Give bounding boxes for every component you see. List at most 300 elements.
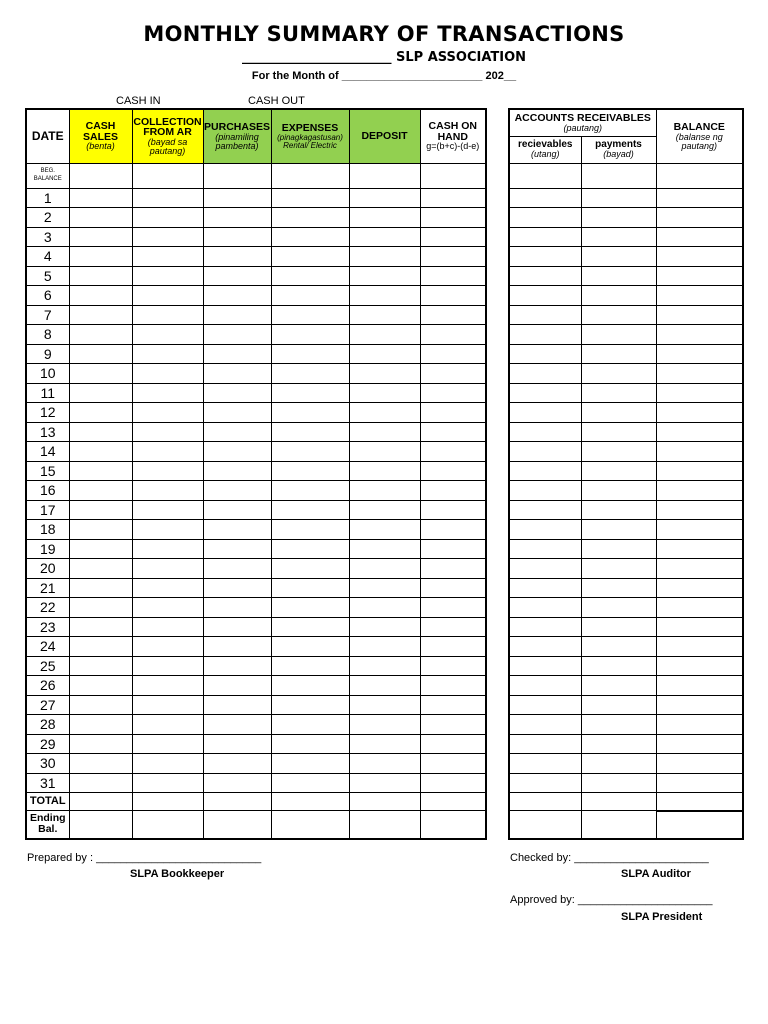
entry-cell[interactable] [132,695,203,715]
ar-entry-cell[interactable] [656,442,743,462]
entry-cell[interactable] [271,539,349,559]
entry-cell[interactable] [69,578,132,598]
entry-cell[interactable] [132,715,203,735]
ar-entry-cell[interactable] [581,344,656,364]
ar-entry-cell[interactable] [581,578,656,598]
ar-entry-cell[interactable] [509,559,581,579]
entry-cell[interactable] [69,734,132,754]
day-number: 28 [26,715,69,735]
entry-cell[interactable] [420,266,486,286]
ar-entry-cell[interactable] [581,305,656,325]
ar-entry-cell[interactable] [509,578,581,598]
ar-entry-cell[interactable] [581,715,656,735]
entry-cell[interactable] [203,247,271,267]
ar-entry-cell[interactable] [581,442,656,462]
entry-cell[interactable] [132,247,203,267]
ar-entry-cell[interactable] [509,403,581,423]
entry-cell[interactable] [203,637,271,657]
entry-cell[interactable] [271,754,349,774]
entry-cell[interactable] [420,208,486,228]
entry-cell[interactable] [132,676,203,696]
ar-entry-cell[interactable] [509,247,581,267]
entry-cell[interactable] [203,344,271,364]
ar-entry-cell[interactable] [509,539,581,559]
entry-cell[interactable] [349,442,420,462]
ar-entry-cell[interactable] [581,773,656,793]
entry-cell[interactable] [349,247,420,267]
entry-cell[interactable] [69,344,132,364]
entry-cell[interactable] [203,734,271,754]
entry-cell[interactable] [203,617,271,637]
entry-cell[interactable] [69,461,132,481]
entry-cell[interactable] [69,208,132,228]
entry-cell[interactable] [420,578,486,598]
day-number: 12 [26,403,69,423]
entry-cell[interactable] [349,403,420,423]
entry-cell[interactable] [132,559,203,579]
entry-cell[interactable] [203,422,271,442]
entry-cell[interactable] [271,208,349,228]
entry-cell[interactable] [271,286,349,306]
entry-cell[interactable] [271,266,349,286]
ar-entry-cell[interactable] [509,695,581,715]
ar-entry-cell[interactable] [656,422,743,442]
entry-cell[interactable] [69,364,132,384]
entry-cell[interactable] [420,325,486,345]
ar-entry-cell[interactable] [656,364,743,384]
entry-cell[interactable] [132,442,203,462]
entry-cell[interactable] [132,305,203,325]
entry-cell[interactable] [203,500,271,520]
ar-entry-cell[interactable] [581,559,656,579]
entry-cell[interactable] [349,754,420,774]
ar-entry-cell[interactable] [509,364,581,384]
entry-cell[interactable] [132,208,203,228]
ar-entry-cell[interactable] [581,734,656,754]
entry-cell[interactable] [132,578,203,598]
entry-cell[interactable] [132,227,203,247]
ar-entry-cell[interactable] [581,383,656,403]
entry-cell[interactable] [271,715,349,735]
entry-cell[interactable] [69,754,132,774]
entry-cell[interactable] [420,754,486,774]
cash-on-hand-header: CASH ON HAND g=(b+c)-(d-e) [420,109,486,163]
entry-cell[interactable] [349,695,420,715]
entry-cell[interactable] [420,227,486,247]
entry-cell[interactable] [132,598,203,618]
ar-entry-cell[interactable] [656,676,743,696]
entry-cell[interactable] [271,305,349,325]
ar-entry-cell[interactable] [656,617,743,637]
ar-entry-cell[interactable] [656,734,743,754]
entry-cell[interactable] [420,656,486,676]
ar-entry-cell[interactable] [509,520,581,540]
ar-entry-cell[interactable] [581,598,656,618]
ar-entry-cell[interactable] [509,773,581,793]
entry-cell[interactable] [203,578,271,598]
entry-cell[interactable] [69,695,132,715]
ar-entry-cell[interactable] [656,715,743,735]
ar-table-row [509,676,743,696]
entry-cell[interactable] [349,539,420,559]
ar-entry-cell[interactable] [581,247,656,267]
ar-entry-cell[interactable] [656,520,743,540]
entry-cell[interactable] [349,559,420,579]
entry-cell[interactable] [69,520,132,540]
ar-entry-cell[interactable] [656,286,743,306]
entry-cell[interactable] [271,422,349,442]
ar-entry-cell[interactable] [509,715,581,735]
entry-cell[interactable] [420,617,486,637]
entry-cell[interactable] [69,539,132,559]
ar-entry-cell[interactable] [656,695,743,715]
entry-cell[interactable] [349,305,420,325]
entry-cell[interactable] [69,383,132,403]
ar-entry-cell[interactable] [581,617,656,637]
entry-cell[interactable] [132,734,203,754]
entry-cell[interactable] [132,637,203,657]
entry-cell[interactable] [271,520,349,540]
entry-cell[interactable] [69,188,132,208]
entry-cell[interactable] [203,227,271,247]
entry-cell[interactable] [271,364,349,384]
entry-cell[interactable] [271,344,349,364]
ar-entry-cell[interactable] [581,188,656,208]
day-number: 23 [26,617,69,637]
ar-entry-cell[interactable] [656,266,743,286]
day-number: 31 [26,773,69,793]
ar-entry-cell[interactable] [509,656,581,676]
entry-cell[interactable] [420,481,486,501]
ar-entry-cell[interactable] [656,539,743,559]
entry-cell[interactable] [349,715,420,735]
entry-cell[interactable] [349,520,420,540]
ar-entry-cell[interactable] [581,364,656,384]
entry-cell[interactable] [69,637,132,657]
entry-cell[interactable] [420,559,486,579]
entry-cell[interactable] [420,383,486,403]
ar-entry-cell[interactable] [581,520,656,540]
entry-cell[interactable] [420,500,486,520]
entry-cell[interactable] [271,500,349,520]
entry-cell[interactable] [349,188,420,208]
entry-cell[interactable] [271,188,349,208]
entry-cell[interactable] [349,461,420,481]
entry-cell[interactable] [69,442,132,462]
entry-cell[interactable] [132,617,203,637]
entry-cell[interactable] [69,598,132,618]
entry-cell[interactable] [349,266,420,286]
ar-entry-cell[interactable] [656,656,743,676]
ar-entry-cell[interactable] [656,637,743,657]
entry-cell[interactable] [271,481,349,501]
entry-cell[interactable] [132,481,203,501]
entry-cell[interactable] [132,383,203,403]
entry-cell[interactable] [349,676,420,696]
entry-cell[interactable] [203,773,271,793]
entry-cell[interactable] [132,344,203,364]
ar-entry-cell[interactable] [656,208,743,228]
entry-cell[interactable] [420,442,486,462]
entry-cell[interactable] [203,559,271,579]
ar-entry-cell[interactable] [656,247,743,267]
entry-cell[interactable] [203,403,271,423]
ar-entry-cell[interactable] [656,598,743,618]
ar-table-row [509,715,743,735]
ar-entry-cell[interactable] [581,208,656,228]
ar-entry-cell[interactable] [509,305,581,325]
ar-entry-cell[interactable] [581,656,656,676]
entry-cell[interactable] [69,286,132,306]
table-row [26,500,486,520]
ar-table-row [509,442,743,462]
ar-entry-cell[interactable] [656,481,743,501]
ar-entry-cell[interactable] [509,461,581,481]
ar-entry-cell[interactable] [509,266,581,286]
entry-cell[interactable] [271,442,349,462]
entry-cell[interactable] [420,286,486,306]
entry-cell[interactable] [349,578,420,598]
ar-entry-cell[interactable] [509,481,581,501]
entry-cell[interactable] [420,637,486,657]
entry-cell[interactable] [203,656,271,676]
entry-cell[interactable] [271,617,349,637]
entry-cell[interactable] [203,461,271,481]
ar-entry-cell[interactable] [509,598,581,618]
entry-cell[interactable] [69,422,132,442]
ar-entry-cell[interactable] [656,383,743,403]
entry-cell[interactable] [69,715,132,735]
ar-entry-cell[interactable] [509,754,581,774]
entry-cell[interactable] [420,188,486,208]
entry-cell[interactable] [69,656,132,676]
deposit-header: DEPOSIT [349,109,420,163]
ar-entry-cell[interactable] [509,286,581,306]
day-number: 9 [26,344,69,364]
entry-cell[interactable] [420,676,486,696]
entry-cell[interactable] [271,325,349,345]
ar-entry-cell[interactable] [581,676,656,696]
entry-cell[interactable] [271,598,349,618]
entry-cell[interactable] [420,715,486,735]
entry-cell[interactable] [271,383,349,403]
entry-cell[interactable] [420,364,486,384]
entry-cell[interactable] [349,208,420,228]
ar-entry-cell[interactable] [509,637,581,657]
entry-cell[interactable] [69,559,132,579]
entry-cell[interactable] [203,598,271,618]
entry-cell[interactable] [69,617,132,637]
entry-cell[interactable] [420,247,486,267]
table-row [26,247,486,267]
entry-cell[interactable] [132,325,203,345]
entry-cell[interactable] [271,695,349,715]
entry-cell[interactable] [132,500,203,520]
entry-cell[interactable] [420,539,486,559]
entry-cell[interactable] [203,208,271,228]
entry-cell[interactable] [69,247,132,267]
entry-cell[interactable] [203,442,271,462]
ar-entry-cell[interactable] [656,461,743,481]
ar-entry-cell[interactable] [581,637,656,657]
entry-cell[interactable] [203,695,271,715]
entry-cell[interactable] [132,520,203,540]
entry-cell[interactable] [203,539,271,559]
entry-cell[interactable] [132,266,203,286]
entry-cell[interactable] [132,461,203,481]
ar-entry-cell[interactable] [509,734,581,754]
entry-cell[interactable] [271,734,349,754]
entry-cell[interactable] [132,403,203,423]
ar-entry-cell[interactable] [581,227,656,247]
ar-entry-cell[interactable] [509,422,581,442]
entry-cell[interactable] [132,539,203,559]
entry-cell[interactable] [271,656,349,676]
entry-cell[interactable] [349,286,420,306]
ar-entry-cell[interactable] [509,325,581,345]
entry-cell[interactable] [203,305,271,325]
entry-cell[interactable] [271,637,349,657]
ar-entry-cell[interactable] [581,286,656,306]
entry-cell[interactable] [69,773,132,793]
entry-cell[interactable] [271,227,349,247]
entry-cell[interactable] [132,656,203,676]
ar-entry-cell[interactable] [509,188,581,208]
entry-cell[interactable] [203,188,271,208]
ar-entry-cell[interactable] [581,461,656,481]
entry-cell[interactable] [132,754,203,774]
entry-cell[interactable] [69,403,132,423]
ar-entry-cell[interactable] [509,676,581,696]
entry-cell[interactable] [132,364,203,384]
entry-cell[interactable] [349,734,420,754]
entry-cell[interactable] [420,461,486,481]
ar-entry-cell[interactable] [656,403,743,423]
entry-cell[interactable] [271,773,349,793]
ar-entry-cell[interactable] [581,266,656,286]
ar-entry-cell[interactable] [656,227,743,247]
entry-cell[interactable] [203,325,271,345]
ar-table-row [509,637,743,657]
entry-cell[interactable] [69,227,132,247]
ar-entry-cell[interactable] [656,325,743,345]
ar-entry-cell[interactable] [509,500,581,520]
entry-cell[interactable] [349,422,420,442]
entry-cell[interactable] [349,481,420,501]
ar-entry-cell[interactable] [656,500,743,520]
entry-cell[interactable] [349,383,420,403]
entry-cell[interactable] [203,286,271,306]
entry-cell[interactable] [420,422,486,442]
ar-entry-cell[interactable] [581,325,656,345]
ar-entry-cell[interactable] [509,227,581,247]
entry-cell[interactable] [69,305,132,325]
entry-cell[interactable] [349,227,420,247]
entry-cell[interactable] [349,637,420,657]
entry-cell[interactable] [420,773,486,793]
ar-entry-cell[interactable] [509,383,581,403]
ar-entry-cell[interactable] [509,617,581,637]
entry-cell[interactable] [349,773,420,793]
ar-entry-cell[interactable] [656,578,743,598]
entry-cell[interactable] [69,676,132,696]
ar-table-row [509,247,743,267]
entry-cell[interactable] [203,266,271,286]
table-row [26,461,486,481]
ar-entry-cell[interactable] [581,403,656,423]
entry-cell[interactable] [203,520,271,540]
entry-cell[interactable] [420,695,486,715]
entry-cell[interactable] [349,500,420,520]
day-number: 14 [26,442,69,462]
entry-cell[interactable] [271,559,349,579]
entry-cell[interactable] [132,286,203,306]
ar-entry-cell[interactable] [509,208,581,228]
entry-cell[interactable] [132,188,203,208]
entry-cell[interactable] [132,773,203,793]
entry-cell[interactable] [203,481,271,501]
entry-cell[interactable] [420,403,486,423]
entry-cell[interactable] [271,461,349,481]
entry-cell[interactable] [349,325,420,345]
entry-cell[interactable] [420,520,486,540]
entry-cell[interactable] [349,617,420,637]
entry-cell[interactable] [69,500,132,520]
entry-cell[interactable] [349,344,420,364]
table-row [26,208,486,228]
entry-cell[interactable] [203,364,271,384]
entry-cell[interactable] [271,247,349,267]
entry-cell[interactable] [69,266,132,286]
ar-entry-cell[interactable] [581,500,656,520]
entry-cell[interactable] [420,305,486,325]
entry-cell[interactable] [420,598,486,618]
entry-cell[interactable] [132,422,203,442]
entry-cell[interactable] [203,754,271,774]
ar-entry-cell[interactable] [581,695,656,715]
ar-entry-cell[interactable] [656,754,743,774]
ar-entry-cell[interactable] [581,422,656,442]
entry-cell[interactable] [69,481,132,501]
ar-entry-cell[interactable] [656,344,743,364]
ar-entry-cell[interactable] [581,754,656,774]
ar-entry-cell[interactable] [581,481,656,501]
entry-cell[interactable] [349,598,420,618]
ar-entry-cell[interactable] [581,539,656,559]
ar-table-row [509,422,743,442]
ar-entry-cell[interactable] [656,305,743,325]
ar-entry-cell[interactable] [509,442,581,462]
ar-table-row [509,734,743,754]
ar-entry-cell[interactable] [656,773,743,793]
table-row [26,559,486,579]
entry-cell[interactable] [420,734,486,754]
entry-cell[interactable] [203,383,271,403]
entry-cell[interactable] [203,676,271,696]
entry-cell[interactable] [271,676,349,696]
entry-cell[interactable] [271,578,349,598]
entry-cell[interactable] [349,656,420,676]
day-number: 10 [26,364,69,384]
ar-entry-cell[interactable] [656,559,743,579]
entry-cell[interactable] [69,325,132,345]
entry-cell[interactable] [271,403,349,423]
entry-cell[interactable] [203,715,271,735]
ar-entry-cell[interactable] [509,344,581,364]
ar-entry-cell[interactable] [656,188,743,208]
entry-cell[interactable] [420,344,486,364]
entry-cell[interactable] [349,364,420,384]
